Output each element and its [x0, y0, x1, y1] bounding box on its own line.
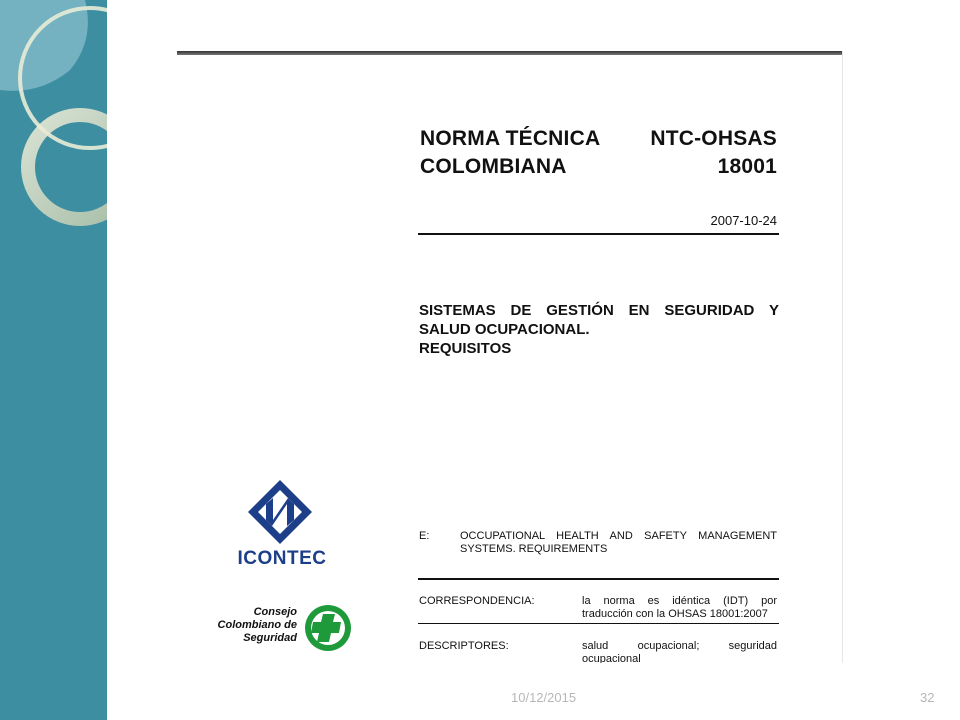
descriptors-line-2: ocupacional: [582, 653, 641, 663]
rule-after-date: [418, 233, 779, 235]
slide-page-number: 32: [920, 690, 935, 705]
english-label: E:: [419, 530, 430, 542]
title-18001: 18001: [717, 155, 777, 178]
descriptors-label: DESCRIPTORES:: [419, 640, 509, 652]
correspondence-label: CORRESPONDENCIA:: [419, 595, 535, 607]
correspondence-line-1: la norma es idéntica (IDT) por: [582, 595, 777, 607]
rule-before-correspondence: [418, 578, 779, 580]
document-top-rule: [177, 51, 842, 55]
descriptors-line-1: salud ocupacional; seguridad: [582, 640, 777, 652]
ccs-text-line-2: Colombiano de: [217, 619, 297, 631]
icontec-diamond-icon: [248, 480, 312, 544]
ccs-text-line-3: Seguridad: [243, 632, 297, 644]
ring-medium: [28, 115, 107, 219]
correspondence-line-2: traducción con la OHSAS 18001:2007: [582, 608, 768, 620]
english-title-line-1: OCCUPATIONAL HEALTH AND SAFETY MANAGEMENT: [460, 530, 777, 542]
subtitle-line-1: SISTEMAS DE GESTIÓN EN SEGURIDAD Y: [419, 302, 779, 319]
title-colombiana: COLOMBIANA: [420, 155, 567, 178]
decorative-rings: [0, 0, 107, 240]
title-ntc-ohsas: NTC-OHSAS: [650, 127, 777, 150]
subtitle-line-3: REQUISITOS: [419, 340, 512, 357]
light-panel-shape: [0, 0, 88, 91]
slide-date: 10/12/2015: [511, 690, 577, 705]
ccs-text-line-1: Consejo: [253, 606, 297, 618]
icontec-wordmark: ICONTEC: [237, 548, 327, 569]
english-title-line-2: SYSTEMS. REQUIREMENTS: [460, 543, 608, 555]
subtitle-line-2: SALUD OCUPACIONAL.: [419, 321, 590, 338]
ccs-cross-icon: [303, 603, 353, 653]
document-image: [177, 51, 843, 663]
title-norma-tecnica: NORMA TÉCNICA: [420, 127, 601, 150]
document-date: 2007-10-24: [710, 213, 777, 228]
rule-before-descriptors: [418, 623, 779, 624]
